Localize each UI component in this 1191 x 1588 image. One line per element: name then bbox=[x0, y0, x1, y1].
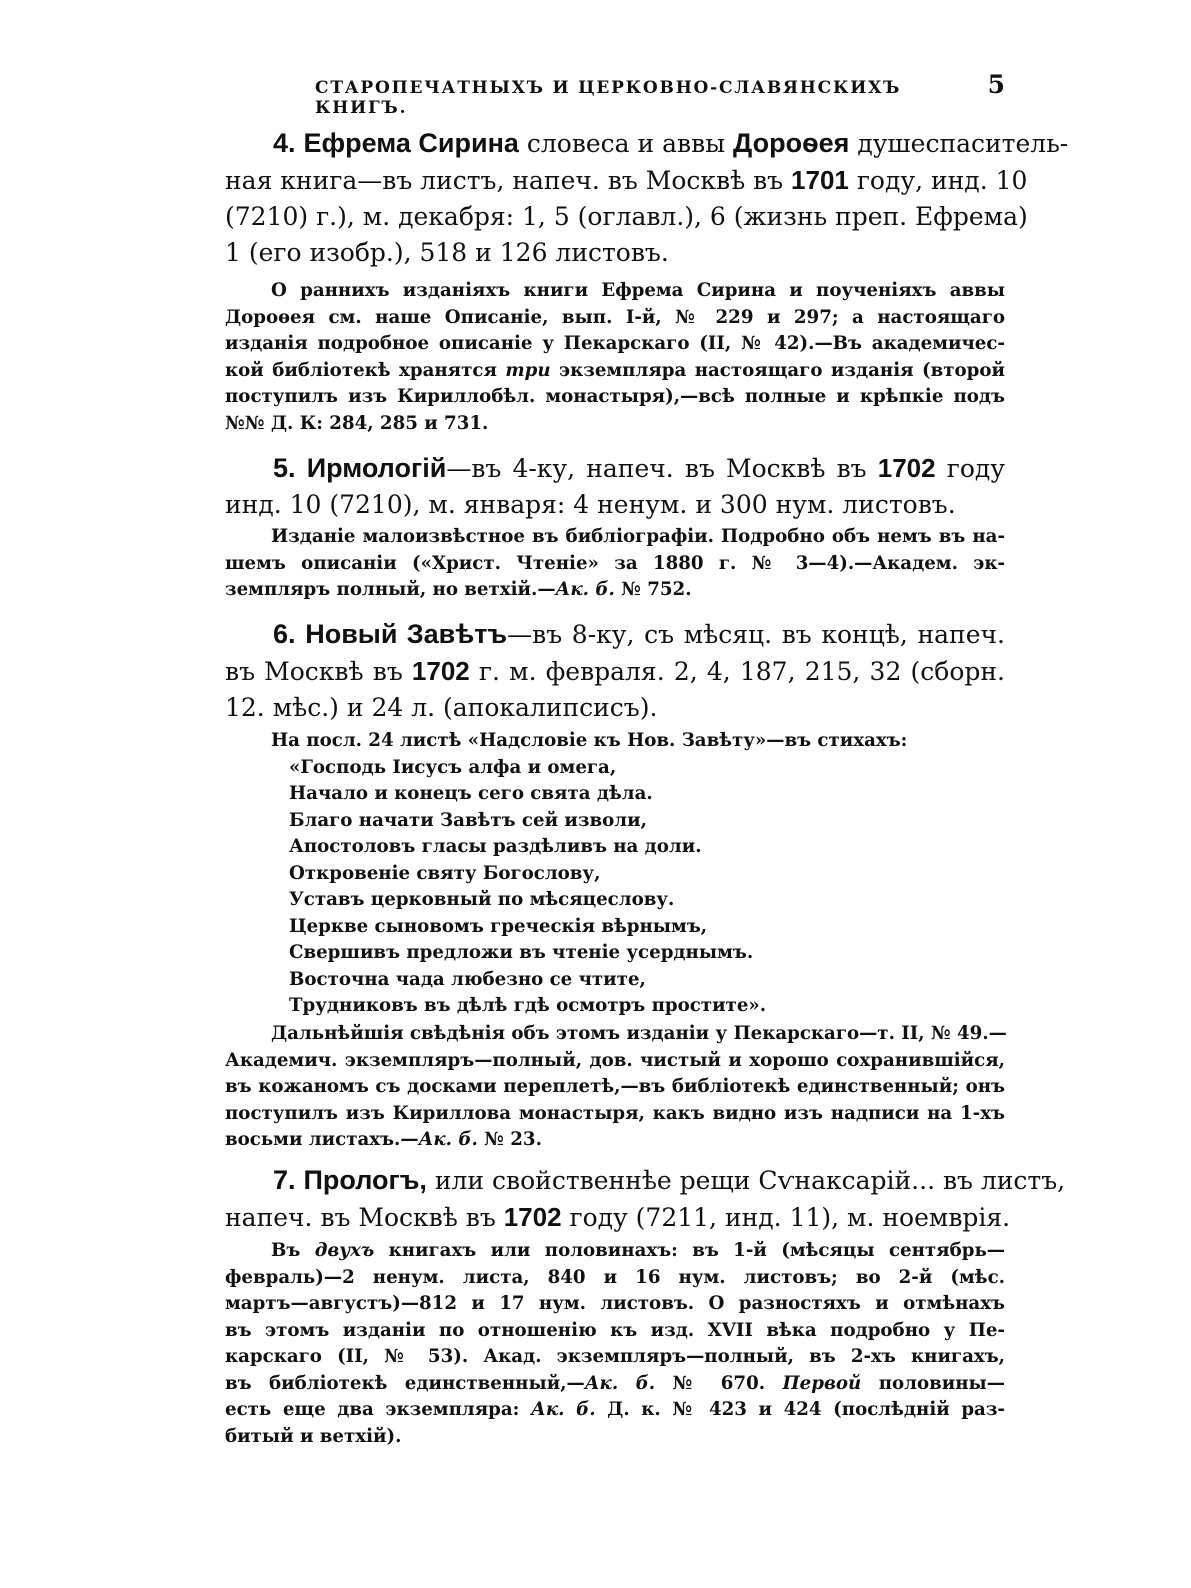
verse-intro: На посл. 24 листѣ «Надсловіе къ Нов. Завѣту»—въ стихахъ: bbox=[271, 730, 908, 751]
note-line bbox=[225, 358, 1005, 385]
note-line bbox=[225, 577, 1005, 604]
page-number: 5 bbox=[987, 70, 1005, 99]
verse-line: Благо начати Завѣтъ сей изволи, bbox=[289, 809, 647, 831]
note-text: № 670. bbox=[672, 1372, 766, 1394]
verse-line: «Господь Іисусъ алфа и омега, bbox=[289, 756, 617, 778]
entry-text: году (7211, инд. 11), м. ноемврія. bbox=[569, 1203, 1011, 1232]
verse-line: Апостоловъ гласы раздѣливъ на доли. bbox=[289, 836, 702, 857]
running-header bbox=[315, 70, 1005, 118]
note-line: мартъ—августъ)—812 и 17 нум. листовъ. О разностяхъ и отмѣнахъ bbox=[225, 1293, 1005, 1314]
entry-text: г. м. февраля. 2, 4, 187, 215, 32 (сборн. bbox=[478, 657, 1005, 686]
note-italic: Ак. б. bbox=[531, 1399, 596, 1420]
entry-4-line-4: 1 (его изобр.), 518 и 126 листовъ. bbox=[225, 238, 669, 267]
entry-text: напеч. въ Москвѣ въ bbox=[225, 1203, 496, 1232]
note-line: въ кожаномъ съ досками переплетѣ,—въ библіотекѣ единственный; онъ bbox=[225, 1076, 1005, 1097]
entry-year: 1702 bbox=[877, 453, 936, 483]
note-line bbox=[225, 1397, 1005, 1424]
entry-6-note bbox=[225, 1021, 1005, 1154]
note-line: изданія подробное описаніе у Пекарскаго (II, № 42).—Въ академичес- bbox=[225, 333, 1005, 354]
note-line: въ этомъ изданіи по отношенію къ изд. XVII вѣка подробно у Пе- bbox=[225, 1319, 1005, 1341]
note-text: книгахъ или половинахъ: въ 1-й (мѣсяцы сентябрь— bbox=[388, 1240, 1005, 1261]
entry-text: ная книга—въ листъ, напеч. въ Москвѣ въ bbox=[225, 166, 784, 195]
note-text: экземпляра настоящаго изданія (второй bbox=[559, 359, 1005, 381]
note-line: №№ Д. К: 284, 285 и 731. bbox=[225, 412, 489, 434]
note-line bbox=[225, 1371, 1005, 1398]
verse-line: Начало и конецъ сего свята дѣла. bbox=[289, 783, 653, 804]
entry-5-line-1 bbox=[225, 450, 1005, 487]
note-line: поступилъ изъ Кириллова монастыря, какъ видно изъ надписи на 1-хъ bbox=[225, 1102, 1005, 1124]
note-line: шемъ описаніи («Христ. Чтеніе» за 1880 г. № 3—4).—Академ. эк- bbox=[225, 552, 1005, 574]
verse-line: Откровеніе святу Богослову, bbox=[289, 862, 601, 884]
verse-line: Восточна чада любезно се чтите, bbox=[289, 968, 646, 990]
note-text: въ библіотекѣ единственный,— bbox=[225, 1372, 585, 1394]
entry-number: 4. bbox=[273, 128, 296, 158]
entry-4-line-2 bbox=[225, 162, 1028, 199]
entry-5 bbox=[225, 450, 1005, 523]
entry-text: или свойственнѣе рещи Сѵнаксарій... въ листъ, bbox=[434, 1166, 1066, 1195]
note-text: земпляръ полный, но ветхій.— bbox=[225, 579, 556, 600]
note-text: Въ bbox=[271, 1240, 301, 1261]
entry-text: въ Москвѣ въ bbox=[225, 657, 403, 686]
entry-text: году bbox=[946, 454, 1005, 483]
note-text: кой библіотекѣ хранятся bbox=[225, 359, 497, 381]
entry-text: душеспаситель- bbox=[857, 129, 1069, 158]
entry-7-note bbox=[225, 1238, 1005, 1450]
note-line: Академич. экземпляръ—полный, дов. чистый и хорошо сохранившійся, bbox=[225, 1049, 1005, 1071]
note-italic: Ак. б. bbox=[584, 1372, 656, 1394]
note-text: есть еще два экземпляра: bbox=[225, 1399, 520, 1420]
entry-6-verse bbox=[225, 728, 1005, 1020]
entry-number: 7. bbox=[273, 1165, 296, 1195]
note-text: № 23. bbox=[484, 1129, 542, 1150]
entry-6-line-1 bbox=[225, 616, 1005, 653]
note-text: половины— bbox=[878, 1372, 1005, 1394]
entry-5-line-2: инд. 10 (7210), м. января: 4 ненум. и 300 нум. листовъ. bbox=[225, 490, 956, 519]
entry-6-line-3: 12. мѣс.) и 24 л. (апокалипсисъ). bbox=[225, 693, 658, 722]
entry-7 bbox=[225, 1162, 1066, 1236]
entry-title: Прологъ, bbox=[303, 1165, 427, 1195]
note-italic: три bbox=[505, 359, 551, 381]
entry-6-line-2 bbox=[225, 653, 1005, 690]
entry-title-2: Дороѳея bbox=[733, 128, 850, 158]
verse-line: Трудниковъ въ дѣлѣ гдѣ осмотръ простите». bbox=[289, 995, 767, 1016]
entry-title: Новый Завѣтъ bbox=[305, 619, 508, 649]
note-italic: Ак. б. bbox=[418, 1129, 478, 1150]
note-text: восьми листахъ.— bbox=[225, 1129, 419, 1150]
note-line: февраль)—2 ненум. листа, 840 и 16 нум. листовъ; во 2-й (мѣс. bbox=[225, 1266, 1005, 1288]
verse-line: Церкве сыновомъ греческія вѣрнымъ, bbox=[289, 915, 708, 937]
note-line: карскаго (II, № 53). Акад. экземпляръ—полный, въ 2-хъ книгахъ, bbox=[225, 1346, 1005, 1367]
note-text: № 752. bbox=[621, 579, 692, 600]
verse-line: Свершивъ предложи въ чтеніе усерднымъ. bbox=[289, 942, 754, 963]
entry-7-line-1 bbox=[225, 1162, 1066, 1199]
note-line: Изданіе малоизвѣстное въ библіографіи. Подробно объ немъ въ на- bbox=[271, 526, 1005, 547]
entry-4 bbox=[225, 125, 1069, 271]
entry-7-line-2 bbox=[225, 1199, 1011, 1236]
entry-title: Ефрема Сирина bbox=[303, 128, 519, 158]
note-line: поступилъ изъ Кириллобѣл. монастыря),—всѣ полные и крѣпкіе подъ bbox=[225, 386, 1005, 407]
note-line: Дальнѣйшія свѣдѣнія объ этомъ изданіи у Пекарскаго—т. II, № 49.— bbox=[271, 1023, 1007, 1044]
note-line: Дороѳея см. наше Описаніе, вып. І-й, № 229 и 297; а настоящаго bbox=[225, 306, 1005, 328]
entry-number: 5. bbox=[273, 453, 296, 483]
entry-6 bbox=[225, 616, 1005, 726]
entry-title: Ирмологій bbox=[306, 453, 447, 483]
entry-number: 6. bbox=[273, 619, 296, 649]
note-text: Д. к. № 423 и 424 (послѣдній раз- bbox=[607, 1399, 1005, 1420]
entry-5-note bbox=[225, 524, 1005, 604]
entry-year: 1702 bbox=[503, 1202, 562, 1232]
entry-text: —въ 8-ку, съ мѣсяц. въ концѣ, напеч. bbox=[507, 620, 1005, 649]
note-italic: двухъ bbox=[314, 1240, 375, 1261]
verse-line: Уставъ церковный по мѣсяцеслову. bbox=[289, 889, 675, 910]
note-italic: Первой bbox=[782, 1372, 862, 1394]
note-line bbox=[225, 1238, 1005, 1265]
note-line bbox=[225, 1127, 1005, 1154]
note-italic: Ак. б. bbox=[555, 579, 615, 600]
entry-text: словеса и аввы bbox=[526, 129, 726, 158]
entry-text: —въ 4-ку, напеч. въ Москвѣ въ bbox=[446, 454, 867, 483]
note-line: битый и ветхій). bbox=[225, 1425, 402, 1447]
note-line: О раннихъ изданіяхъ книги Ефрема Сирина и поученіяхъ аввы bbox=[271, 280, 1005, 301]
entry-year: 1702 bbox=[411, 656, 470, 686]
entry-4-line-3: (7210) г.), м. декабря: 1, 5 (оглавл.), 6 (жизнь преп. Ефрема) bbox=[225, 202, 1028, 231]
entry-4-line-1 bbox=[225, 125, 1069, 162]
running-title: СТАРОПЕЧАТНЫХЪ И ЦЕРКОВНО-СЛАВЯНСКИХЪ КНИГЪ. bbox=[315, 78, 902, 118]
entry-4-note bbox=[225, 278, 1005, 437]
entry-text: году, инд. 10 bbox=[856, 166, 1028, 195]
entry-year: 1701 bbox=[791, 165, 849, 195]
